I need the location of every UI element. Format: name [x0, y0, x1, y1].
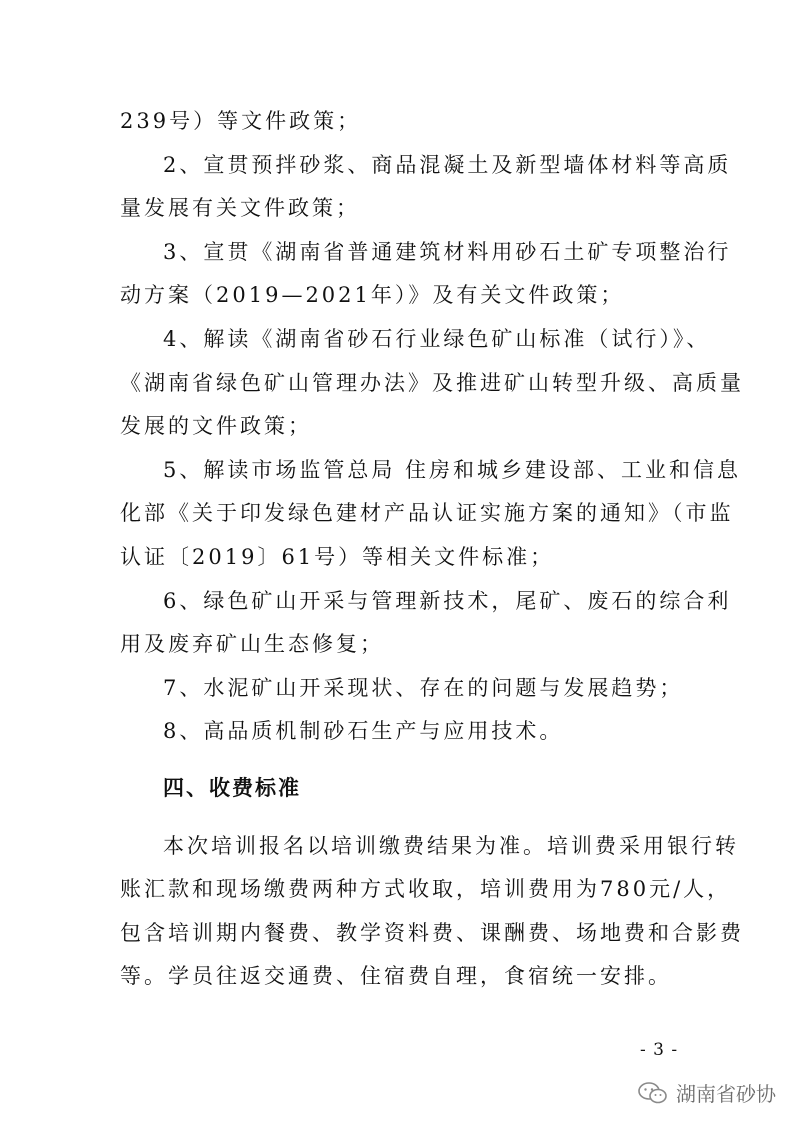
watermark: [638, 1078, 776, 1107]
watermark-text: 湖南省砂协: [676, 1082, 776, 1106]
text-line: 本次培训报名以培训缴费结果为准。培训费采用银行转: [163, 834, 739, 858]
list-item-7: 7、水泥矿山开采现状、存在的问题与发展趋势；: [163, 676, 684, 700]
text-line: 《湖南省绿色矿山管理办法》及推进矿山转型升级、高质量: [120, 371, 744, 395]
text-line: 动方案（2019—2021年）》及有关文件政策；: [120, 283, 625, 307]
text-line: 量发展有关文件政策；: [120, 196, 360, 220]
list-item-2: 2、宣贯预拌砂浆、商品混凝土及新型墙体材料等高质: [163, 153, 732, 177]
text-line: 239号）等文件政策；: [120, 109, 362, 133]
text-line: 发展的文件政策；: [120, 414, 312, 438]
text-line: 用及废弃矿山生态修复；: [120, 632, 384, 656]
list-item-8: 8、高品质机制砂石生产与应用技术。: [163, 719, 564, 743]
text-line: 等。学员往返交通费、住宿费自理，食宿统一安排。: [120, 964, 672, 988]
list-item-4: 4、解读《湖南省砂石行业绿色矿山标准（试行）》、: [163, 327, 711, 351]
list-item-3: 3、宣贯《湖南省普通建筑材料用砂石土矿专项整治行: [163, 240, 732, 264]
list-item-5: 5、解读市场监管总局 住房和城乡建设部、工业和信息: [163, 458, 742, 482]
text-line: 包含培训期内餐费、教学资料费、课酬费、场地费和合影费: [120, 921, 744, 945]
wechat-icon: [638, 1081, 668, 1105]
text-line: 认证〔2019〕61号）等相关文件标准；: [120, 545, 555, 569]
text-line: 化部《关于印发绿色建材产品认证实施方案的通知》（市监: [120, 501, 734, 525]
text-line: 账汇款和现场缴费两种方式收取，培训费用为780元/人，: [120, 877, 732, 901]
page-number: - 3 -: [640, 1040, 679, 1060]
list-item-6: 6、绿色矿山开采与管理新技术，尾矿、废石的综合利: [163, 589, 732, 613]
section-heading: 四、收费标准: [163, 776, 301, 800]
